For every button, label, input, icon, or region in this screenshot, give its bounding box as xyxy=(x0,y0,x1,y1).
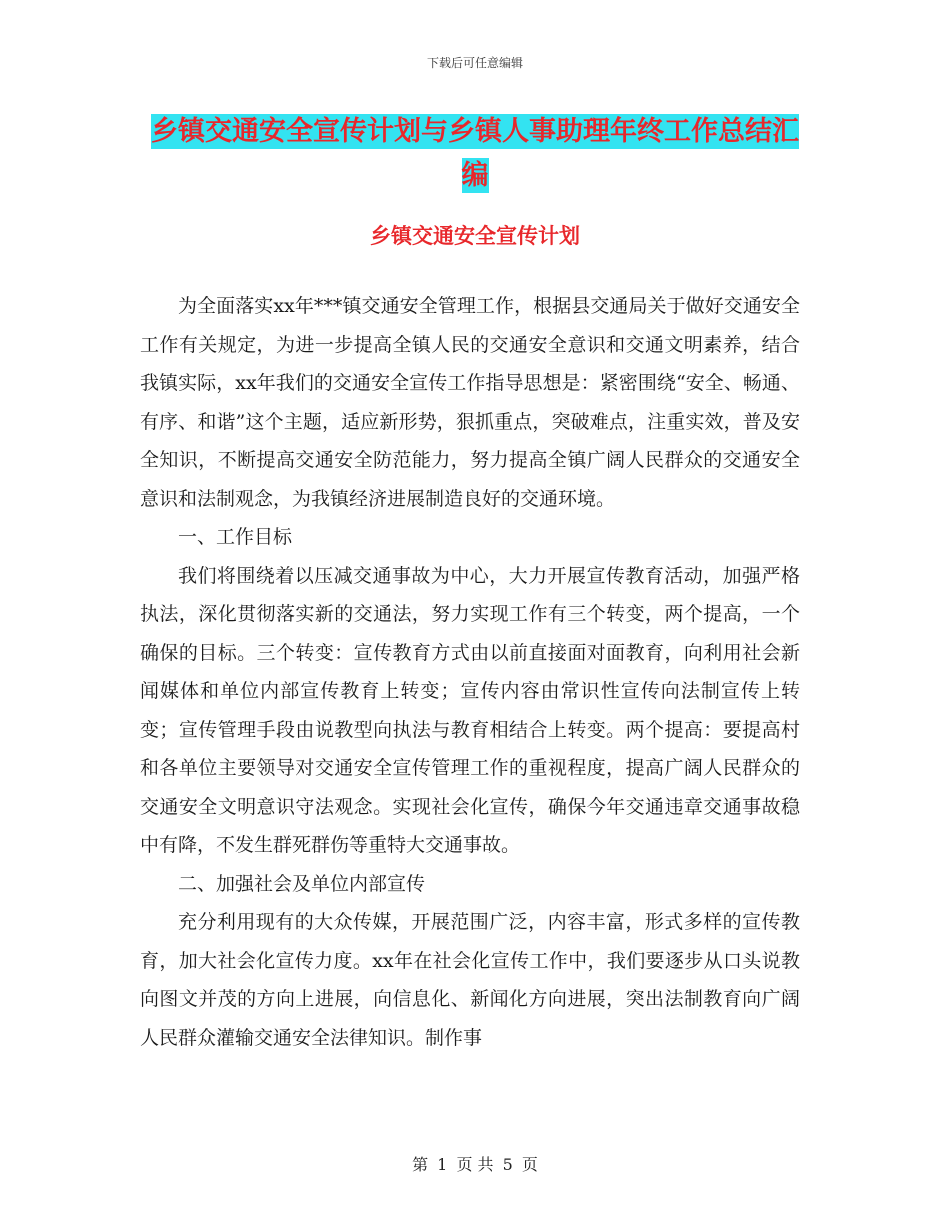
section-title: 乡镇交通安全宣传计划 xyxy=(370,224,580,248)
document-title xyxy=(140,110,810,198)
footer-mid: 页 共 xyxy=(456,1155,494,1174)
page-footer xyxy=(0,1152,950,1175)
heading-paragraph: 一、工作目标 xyxy=(178,526,293,548)
paragraph: 我们将围绕着以压减交通事故为中心，大力开展宣传教育活动，加强严格执法，深化贯彻落实新的交通法，努力实现工作有三个转变，两个提高，一个确保的目标。三个转变：宣传教育方式由以前直接面对面教育，向利用社会新闻媒体和单位内部宣传教育上转变；宣传内容由常识性宣传向法制宣传上转变；宣传管理手段由说教型向执法与教育相结合上转变。两个提高：要提高村和各单位主要领导对交通安全宣传管理工作的重视程度，提高广阔人民群众的交通安全文明意识守法观念。实现社会化宣传，确保今年交通违章交通事故稳中有降，不发生群死群伤等重特大交通事故。 xyxy=(140,564,800,856)
total-pages: 5 xyxy=(502,1155,513,1174)
body-text xyxy=(140,287,800,1057)
page-number: 1 xyxy=(437,1155,448,1174)
document-title-text: 乡镇交通安全宣传计划与乡镇人事助理年终工作总结汇编 xyxy=(151,116,799,191)
footer-suffix: 页 xyxy=(521,1155,538,1174)
heading-paragraph: 二、加强社会及单位内部宣传 xyxy=(178,872,426,895)
footer-prefix: 第 xyxy=(412,1155,429,1174)
paragraph: 为全面落实xx年***镇交通安全管理工作，根据县交通局关于做好交通安全工作有关规定，为进一步提高全镇人民的交通安全意识和交通文明素养，结合我镇实际，xx年我们的交通安全宣传工作指导思想是：紧密围绕“安全、畅通、有序、和谐”这个主题，适应新形势，狠抓重点，突破难点，注重实效，普及安全知识，不断提高交通安全防范能力，努力提高全镇广阔人民群众的交通安全意识和法制观念，为我镇经济进展制造良好的交通环境。 xyxy=(140,295,800,510)
paragraph: 充分利用现有的大众传媒，开展范围广泛，内容丰富，形式多样的宣传教育，加大社会化宣传力度。xx年在社会化宣传工作中，我们要逐步从口头说教向图文并茂的方向上进展，向信息化、新闻化方向进展，突出法制教育向广阔人民群众灌输交通安全法律知识。制作事 xyxy=(140,911,800,1049)
header-note: 下载后可任意编辑 xyxy=(426,56,523,70)
